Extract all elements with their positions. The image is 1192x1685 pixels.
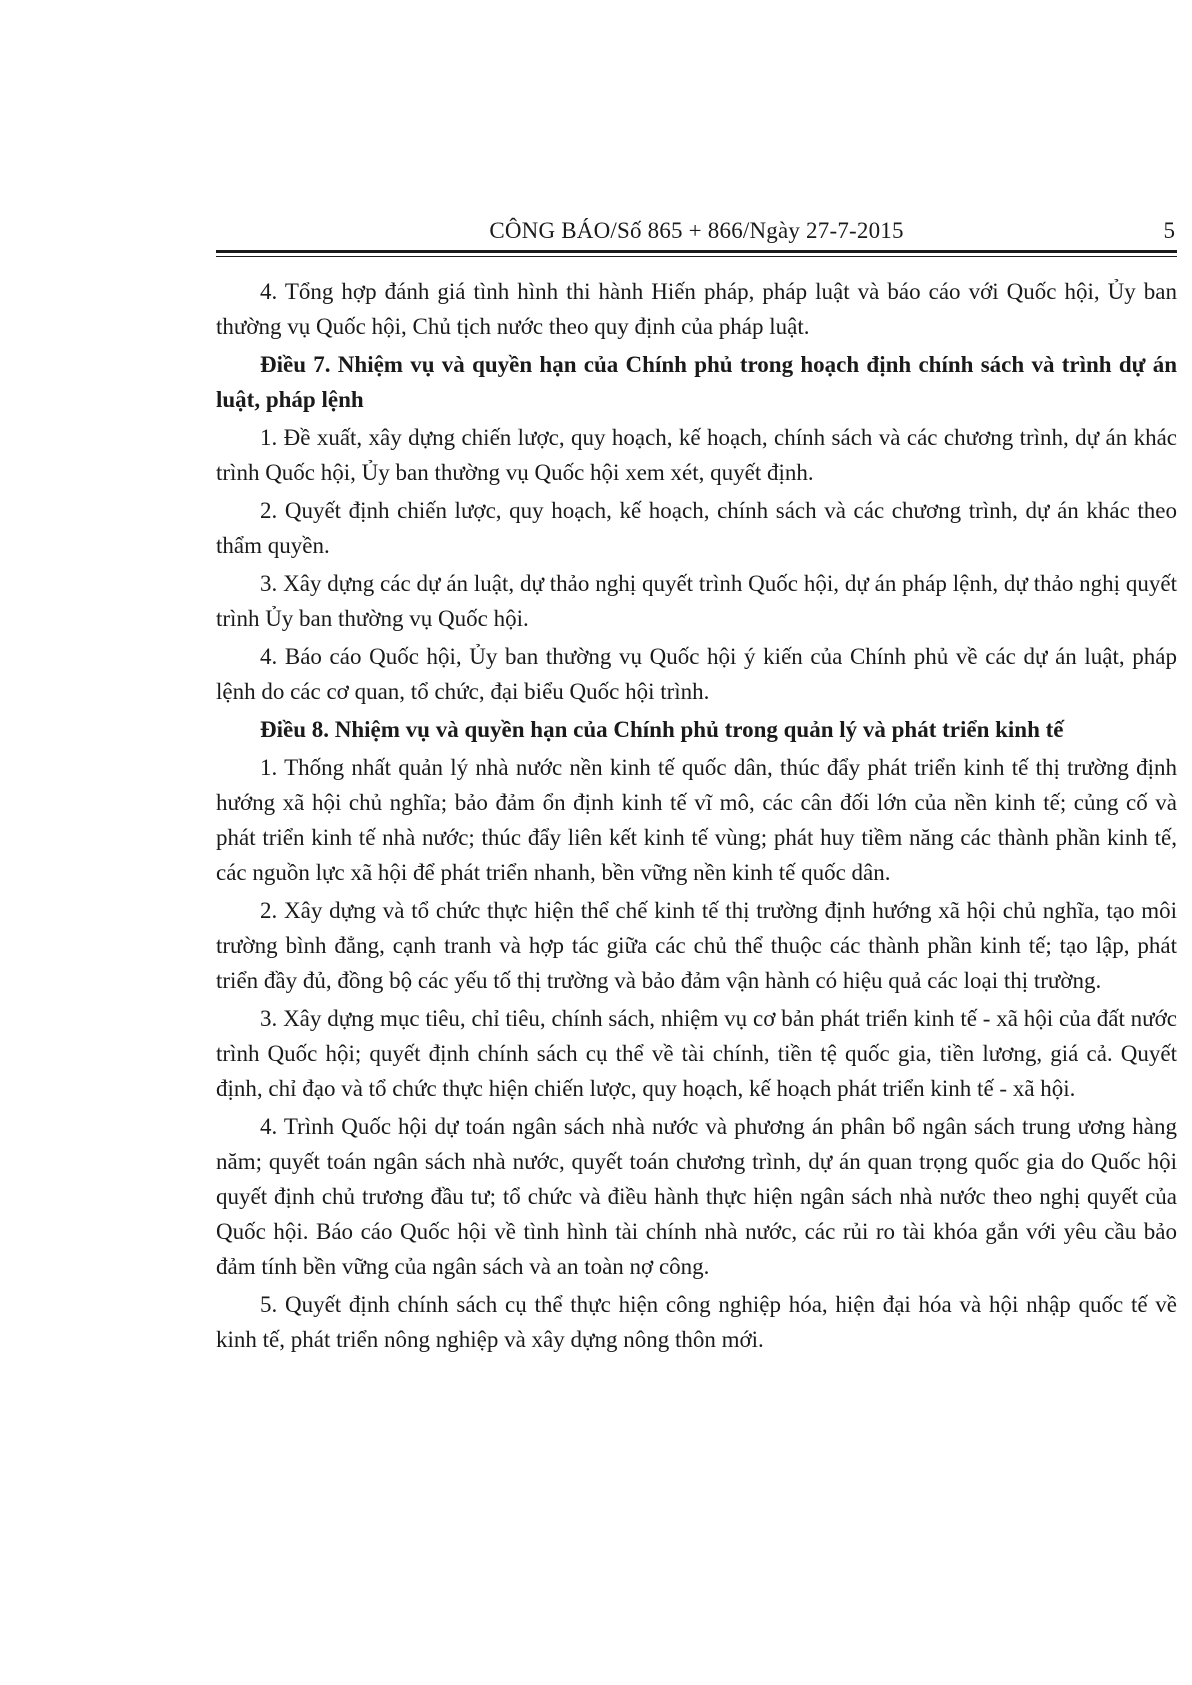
article-8-clause-3: 3. Xây dựng mục tiêu, chỉ tiêu, chính sách, nhiệm vụ cơ bản phát triển kinh tế - xã hội của đất nước trình Quốc hội; quyết định chính sách cụ thể về tài chính, tiền tệ quốc gia, tiền lương, giá cả. Quyết định, chỉ đạo và tổ chức thực hiện chiến lược, quy hoạch, kế hoạch phát triển kinh tế - xã hội. [216,1006,1177,1101]
header-divider-thick [216,250,1177,253]
page-number: 5 [1163,218,1175,243]
page-header [216,210,1177,250]
article-7-clause-2: 2. Quyết định chiến lược, quy hoạch, kế hoạch, chính sách và các chương trình, dự án khác theo thẩm quyền. [216,498,1177,558]
document-body [216,274,1177,1360]
article-8-clause-4: 4. Trình Quốc hội dự toán ngân sách nhà nước và phương án phân bổ ngân sách trung ương hàng năm; quyết toán ngân sách nhà nước, quyết toán chương trình, dự án quan trọng quốc gia do Quốc hội quyết định chủ trương đầu tư; tổ chức và điều hành thực hiện ngân sách nhà nước theo nghị quyết của Quốc hội. Báo cáo Quốc hội về tình hình tài chính nhà nước, các rủi ro tài khóa gắn với yêu cầu bảo đảm tính bền vững của ngân sách và an toàn nợ công. [216,1114,1177,1279]
article-7-clause-3: 3. Xây dựng các dự án luật, dự thảo nghị quyết trình Quốc hội, dự án pháp lệnh, dự thảo nghị quyết trình Ủy ban thường vụ Quốc hội. [216,571,1177,631]
article-7-clause-4: 4. Báo cáo Quốc hội, Ủy ban thường vụ Quốc hội ý kiến của Chính phủ về các dự án luật, pháp lệnh do các cơ quan, tổ chức, đại biểu Quốc hội trình. [216,644,1177,704]
article-8-clause-5: 5. Quyết định chính sách cụ thể thực hiện công nghiệp hóa, hiện đại hóa và hội nhập quốc tế về kinh tế, phát triển nông nghiệp và xây dựng nông thôn mới. [216,1292,1177,1352]
article-8-clause-1: 1. Thống nhất quản lý nhà nước nền kinh tế quốc dân, thúc đẩy phát triển kinh tế thị trường định hướng xã hội chủ nghĩa; bảo đảm ổn định kinh tế vĩ mô, các cân đối lớn của nền kinh tế; củng cố và phát triển kinh tế nhà nước; thúc đẩy liên kết kinh tế vùng; phát huy tiềm năng các thành phần kinh tế, các nguồn lực xã hội để phát triển nhanh, bền vững nền kinh tế quốc dân. [216,755,1177,885]
article-8-heading: Điều 8. Nhiệm vụ và quyền hạn của Chính phủ trong quản lý và phát triển kinh tế [260,717,1064,742]
article-7-heading: Điều 7. Nhiệm vụ và quyền hạn của Chính phủ trong hoạch định chính sách và trình dự án luật, pháp lệnh [216,352,1177,412]
article-7-clause-1: 1. Đề xuất, xây dựng chiến lược, quy hoạch, kế hoạch, chính sách và các chương trình, dự án khác trình Quốc hội, Ủy ban thường vụ Quốc hội xem xét, quyết định. [216,425,1177,485]
article-8-clause-2: 2. Xây dựng và tổ chức thực hiện thể chế kinh tế thị trường định hướng xã hội chủ nghĩa, tạo môi trường bình đẳng, cạnh tranh và hợp tác giữa các chủ thể thuộc các thành phần kinh tế; tạo lập, phát triển đầy đủ, đồng bộ các yếu tố thị trường và bảo đảm vận hành có hiệu quả các loại thị trường. [216,898,1177,993]
header-divider-thin [216,256,1177,257]
gazette-header-title: CÔNG BÁO/Số 865 + 866/Ngày 27-7-2015 [489,218,904,243]
clause-4-summary: 4. Tổng hợp đánh giá tình hình thi hành Hiến pháp, pháp luật và báo cáo với Quốc hội, Ủy ban thường vụ Quốc hội, Chủ tịch nước theo quy định của pháp luật. [216,279,1177,339]
